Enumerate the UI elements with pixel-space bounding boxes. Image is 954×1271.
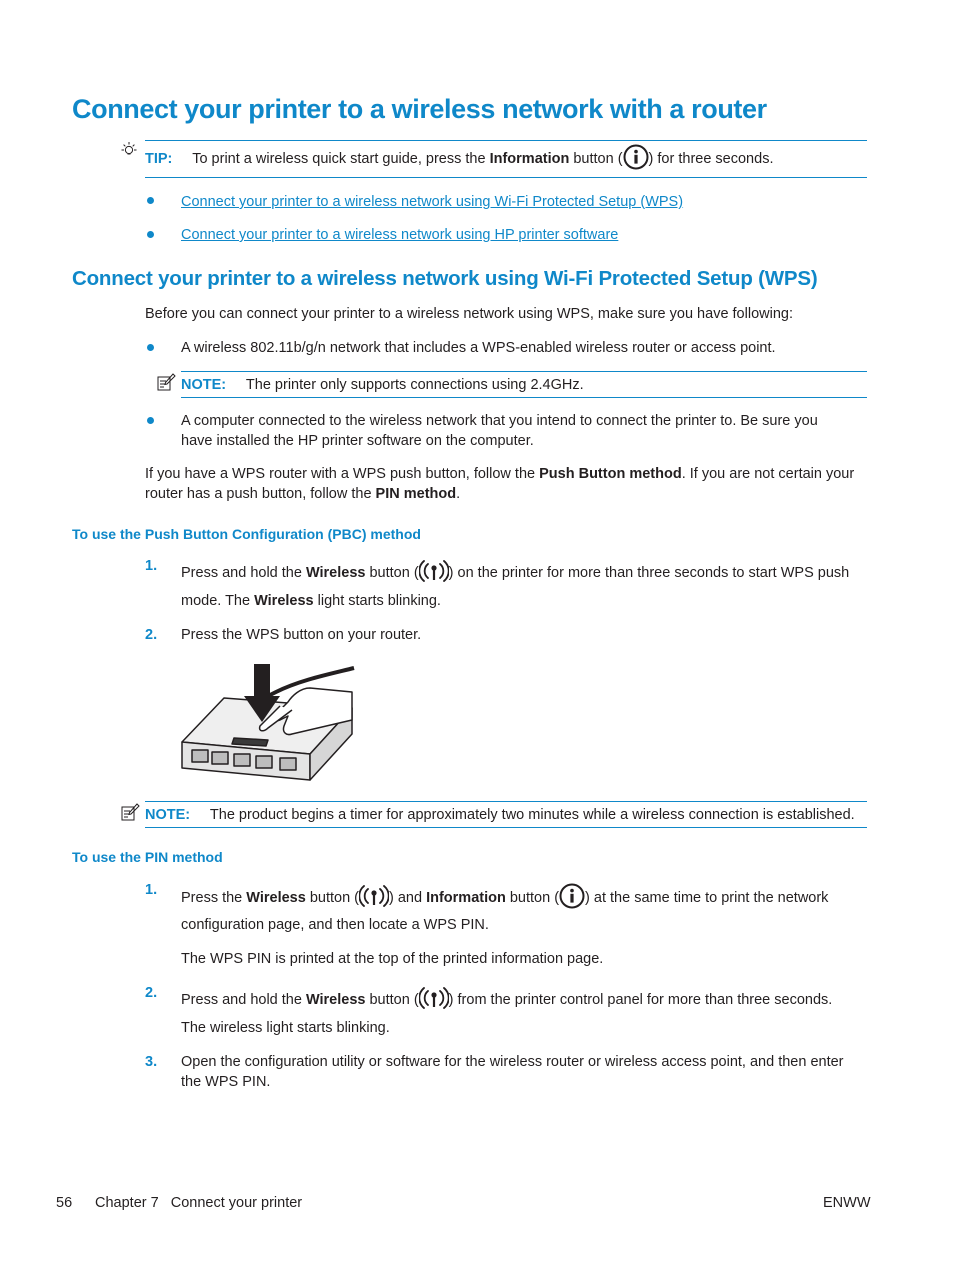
page-title: Connect your printer to a wireless network with a router [72, 94, 767, 124]
note2-bottom-rule [145, 827, 867, 828]
note1-top-rule [181, 371, 867, 372]
method-paragraph-line2: router has a push button, follow the PIN method. [145, 486, 461, 502]
footer-code: ENWW [823, 1195, 871, 1211]
note-timer [145, 805, 855, 825]
pin-step2-number: 2. [145, 985, 158, 1001]
requirement-router: A wireless 802.11b/g/n network that includes a WPS-enabled wireless router or access point. [181, 340, 776, 356]
pbc-step2-number: 2. [145, 627, 158, 643]
pin-step3-line2: the WPS PIN. [181, 1074, 271, 1090]
bullet-dot [147, 344, 154, 351]
bullet-dot [147, 231, 154, 238]
pin-step2-line1: Press and hold the Wireless button ( ) from the printer control panel for more than three seconds. [181, 990, 832, 1010]
footer-page-number: 56 [56, 1195, 73, 1211]
note2-label: NOTE: [145, 807, 191, 823]
pbc-step2-text: Press the WPS button on your router. [181, 627, 422, 643]
note1-label: NOTE: [181, 377, 227, 393]
pbc-heading: To use the Push Button Configuration (PBC) method [72, 526, 421, 542]
footer-chapter: Chapter 7 Connect your printer [95, 1195, 303, 1211]
requirement-computer-line2: have installed the HP printer software on the computer. [181, 433, 534, 449]
pin-step3-line1: Open the configuration utility or software for the wireless router or wireless access point, and then enter [181, 1054, 844, 1070]
note-frequency [181, 375, 584, 395]
information-icon [623, 144, 649, 170]
pbc-step1-number: 1. [145, 558, 158, 574]
note1-bottom-rule [181, 397, 867, 398]
bullet-dot [147, 417, 154, 424]
lightbulb-icon [120, 141, 138, 161]
pin-step2-line2: The wireless light starts blinking. [181, 1020, 390, 1036]
wireless-icon [419, 986, 449, 1010]
tip-information-bold: Information [489, 150, 570, 167]
note1-text: The printer only supports connections using 2.4GHz. [245, 377, 584, 393]
wireless-icon [359, 884, 389, 908]
pin-method-bold: PIN method [375, 486, 457, 502]
tip-box [145, 148, 773, 170]
note2-text: The product begins a timer for approximately two minutes while a wireless connection is established. [209, 807, 855, 823]
note-pencil-icon [156, 373, 176, 393]
information-icon [559, 883, 585, 909]
tip-text-start: To print a wireless quick start guide, press the [192, 150, 490, 167]
pin-step1-extra: The WPS PIN is printed at the top of the printed information page. [181, 951, 604, 967]
tip-label: TIP: [145, 150, 173, 167]
pin-step3-number: 3. [145, 1054, 158, 1070]
pin-step1-line1: Press the Wireless button ( ) and Information button ( ) at the same time to print the network [181, 887, 828, 909]
link-hp-software-section[interactable]: Connect your printer to a wireless network using HP printer software [181, 227, 619, 243]
pbc-step1-line1: Press and hold the Wireless button ( ) on the printer for more than three seconds to start WPS push [181, 563, 849, 583]
note2-top-rule [145, 801, 867, 802]
method-paragraph-line1: If you have a WPS router with a WPS push button, follow the Push Button method. If you are not certain your [145, 466, 855, 482]
pin-step1-number: 1. [145, 882, 158, 898]
wireless-icon [419, 559, 449, 583]
router-wps-illustration [180, 662, 356, 784]
tip-text-end: ) for three seconds. [648, 150, 774, 167]
push-button-method-bold: Push Button method [539, 466, 682, 482]
bullet-dot [147, 197, 154, 204]
pin-heading: To use the PIN method [72, 849, 223, 865]
section-intro: Before you can connect your printer to a wireless network using WPS, make sure you have following: [145, 306, 793, 322]
link-wps-section[interactable]: Connect your printer to a wireless network using Wi-Fi Protected Setup (WPS) [181, 194, 684, 210]
note-pencil-icon [120, 803, 140, 823]
section-heading-wps: Connect your printer to a wireless network using Wi-Fi Protected Setup (WPS) [72, 267, 818, 290]
requirement-computer-line1: A computer connected to the wireless network that you intend to connect the printer to. Be sure you [181, 413, 818, 429]
pin-step1-line2: configuration page, and then locate a WPS PIN. [181, 917, 489, 933]
tip-text-mid: button ( [569, 150, 623, 167]
tip-top-rule [145, 140, 867, 141]
pbc-step1-line2: mode. The Wireless light starts blinking. [181, 593, 441, 609]
tip-bottom-rule [145, 177, 867, 178]
